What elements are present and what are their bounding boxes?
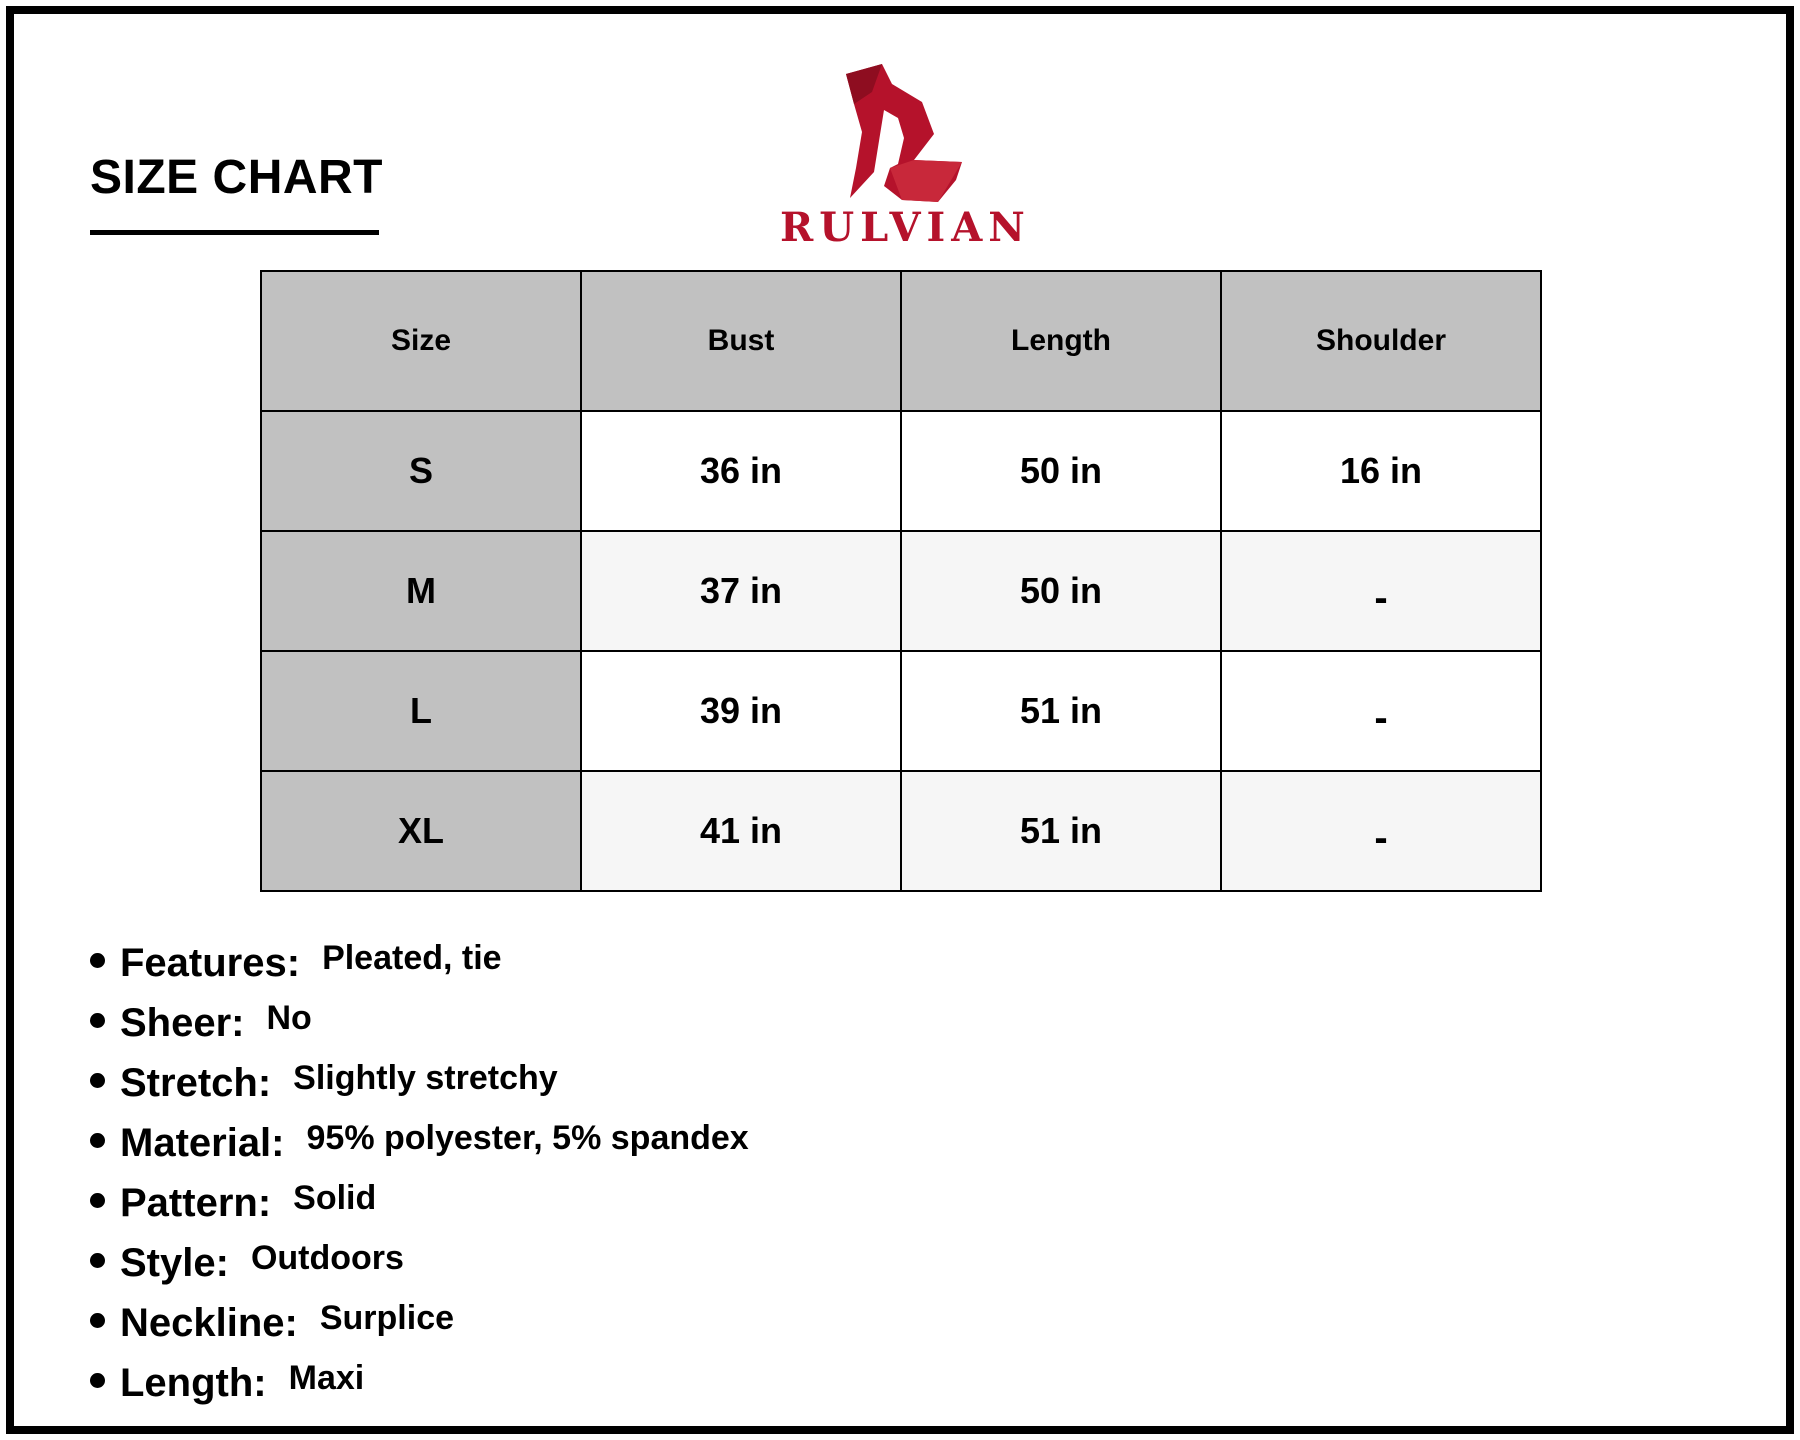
bust-cell: 36 in	[581, 411, 901, 531]
feature-label: Pattern:	[120, 1181, 272, 1225]
feature-value: Solid	[293, 1179, 377, 1217]
table-row	[261, 771, 1541, 891]
page-title: SIZE CHART	[90, 151, 383, 204]
list-item	[90, 995, 749, 1055]
list-item	[90, 1355, 749, 1415]
feature-value: Surplice	[319, 1299, 455, 1337]
column-header: Size	[261, 271, 581, 411]
brand-name: RULVIAN	[780, 204, 1031, 251]
length-cell: 50 in	[901, 411, 1221, 531]
shoulder-cell: -	[1221, 771, 1541, 891]
feature-label: Stretch:	[120, 1061, 272, 1105]
feature-value: Slightly stretchy	[293, 1059, 558, 1097]
brand-logo	[780, 64, 1030, 254]
shoulder-cell: -	[1221, 531, 1541, 651]
length-cell: 51 in	[901, 651, 1221, 771]
length-cell: 51 in	[901, 771, 1221, 891]
table-row	[261, 531, 1541, 651]
bullet-icon	[90, 1373, 105, 1388]
bust-cell: 39 in	[581, 651, 901, 771]
size-cell: XL	[261, 771, 581, 891]
size-cell: M	[261, 531, 581, 651]
size-table	[260, 270, 1542, 892]
feature-value: 95% polyester, 5% spandex	[306, 1119, 749, 1157]
feature-label: Length:	[120, 1361, 267, 1405]
feature-label: Neckline:	[120, 1301, 298, 1345]
list-item	[90, 1235, 749, 1295]
bullet-icon	[90, 1193, 105, 1208]
column-header: Shoulder	[1221, 271, 1541, 411]
size-cell: L	[261, 651, 581, 771]
table-row	[261, 411, 1541, 531]
bullet-icon	[90, 1013, 105, 1028]
feature-value: Outdoors	[250, 1239, 404, 1277]
stylized-R-icon	[780, 64, 1020, 204]
column-header: Length	[901, 271, 1221, 411]
bust-cell: 37 in	[581, 531, 901, 651]
feature-value: No	[266, 999, 312, 1037]
table-header-row	[261, 271, 1541, 411]
table-row	[261, 651, 1541, 771]
bullet-icon	[90, 1133, 105, 1148]
shoulder-cell: -	[1221, 651, 1541, 771]
size-cell: S	[261, 411, 581, 531]
feature-label: Features:	[120, 941, 301, 985]
list-item	[90, 1055, 749, 1115]
bullet-icon	[90, 953, 105, 968]
list-item	[90, 1115, 749, 1175]
list-item	[90, 1295, 749, 1355]
feature-value: Pleated, tie	[322, 939, 502, 977]
feature-label: Material:	[120, 1121, 285, 1165]
bullet-icon	[90, 1253, 105, 1268]
feature-label: Sheer:	[120, 1001, 245, 1045]
shoulder-cell: 16 in	[1221, 411, 1541, 531]
feature-list	[90, 935, 749, 1415]
list-item	[90, 935, 749, 995]
title-underline	[90, 230, 379, 235]
bust-cell: 41 in	[581, 771, 901, 891]
bullet-icon	[90, 1073, 105, 1088]
feature-value: Maxi	[288, 1359, 365, 1397]
list-item	[90, 1175, 749, 1235]
bullet-icon	[90, 1313, 105, 1328]
column-header: Bust	[581, 271, 901, 411]
feature-label: Style:	[120, 1241, 229, 1285]
length-cell: 50 in	[901, 531, 1221, 651]
